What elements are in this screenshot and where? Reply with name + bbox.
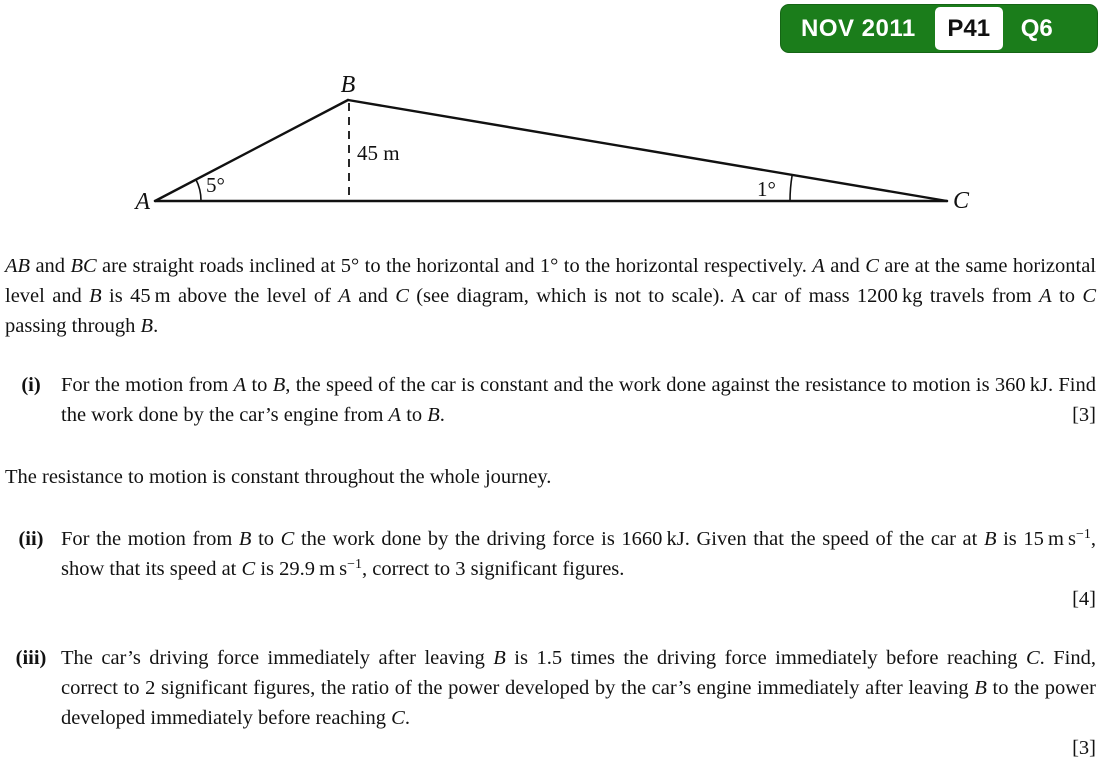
part-i-content	[61, 370, 1096, 430]
vertex-a-label: A	[135, 189, 150, 215]
part-ii	[5, 524, 1096, 614]
vertex-c-label: C	[953, 188, 970, 214]
part-ii-content	[61, 524, 1096, 614]
angle-c-label: 1°	[757, 177, 776, 201]
part-i-mark: [3]	[1072, 404, 1096, 426]
note-paragraph: The resistance to motion is constant throughout the whole journey.	[5, 466, 552, 488]
height-label: 45 m	[357, 141, 400, 165]
badge-session-label: NOV 2011	[801, 14, 916, 42]
part-ii-text: For the motion from B to C the work done by the driving force is 1660 kJ. Given that the speed of the car at B is 15 m $s^{-1}$, show that its speed at C is 29.9 m $s^{-1}$, correct to 3 significant figures.	[61, 527, 1096, 580]
badge-paper-label: P41	[947, 14, 991, 42]
vertex-b-label: B	[340, 72, 356, 98]
part-i-text: For the motion from A to B, the speed of the car is constant and the work done against the resistance to motion is 360 kJ. Find the work done by the car’s engine from A to B.	[61, 374, 1096, 426]
part-ii-marker: (ii)	[18, 528, 44, 550]
angle-arc-a	[196, 179, 201, 200]
road-line-ab	[155, 100, 348, 201]
badge-question-label: Q6	[1020, 14, 1053, 42]
part-ii-mark: [4]	[1072, 588, 1096, 610]
road-line-bc	[348, 100, 947, 201]
part-iii-content	[61, 643, 1096, 763]
part-iii	[5, 643, 1096, 763]
part-iii-text: The car’s driving force immediately after leaving B is 1.5 times the driving force immediately before reaching C. Find, correct to 2 significant figures, the ratio of the power developed by the car’s engine immediately after leaving B to the power developed immediately before reaching C.	[61, 647, 1096, 729]
triangle-diagram	[0, 0, 1100, 245]
part-i	[5, 370, 1096, 430]
intro-paragraph: AB and BC are straight roads inclined at 5° to the horizontal and 1° to the horizontal respectively. A and C are at the same horizontal level and B is 45 m above the level of A and C (see diagram, which is not to scale). A car of mass 1200 kg travels from A to C passing through B.	[5, 255, 1096, 337]
part-i-marker: (i)	[21, 374, 41, 396]
part-iii-mark: [3]	[1072, 737, 1096, 759]
angle-arc-c	[790, 175, 792, 201]
angle-a-label: 5°	[206, 173, 225, 197]
part-iii-marker: (iii)	[15, 647, 47, 669]
